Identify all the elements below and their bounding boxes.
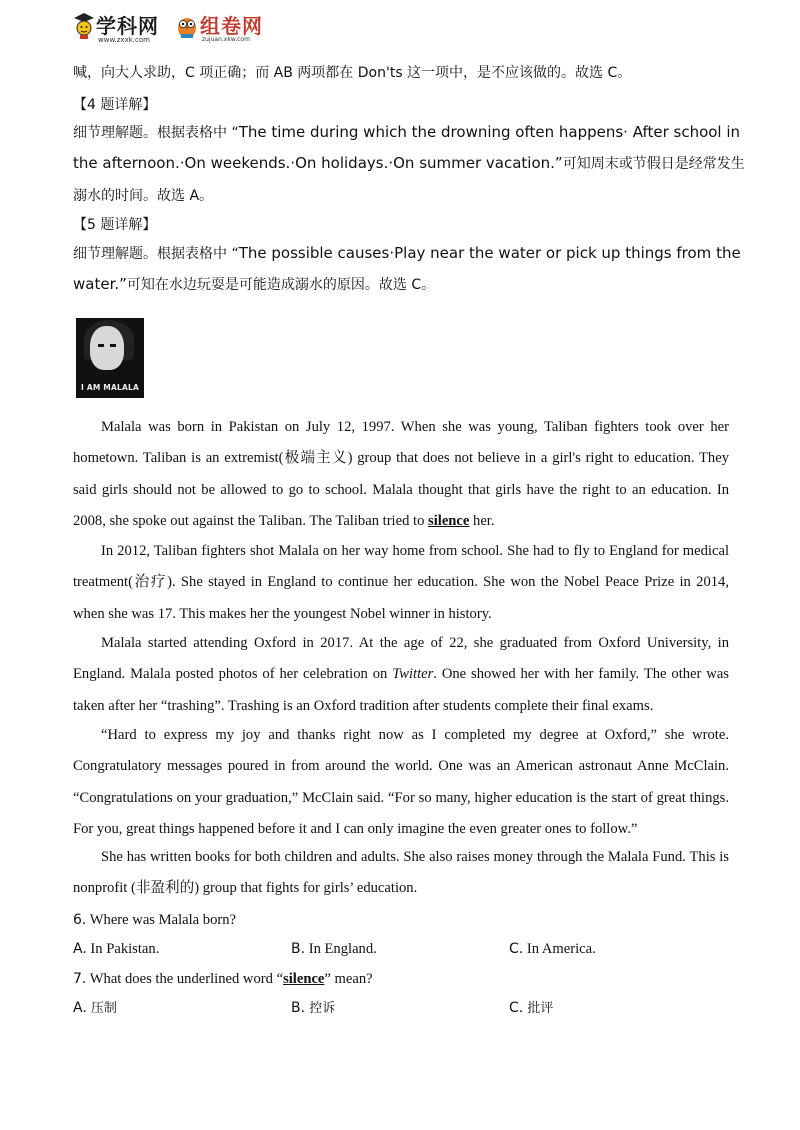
question-6-option-b[interactable]: B. In England. <box>291 941 377 957</box>
q4-quote-text: The time during which the drowning often happens· After school in <box>238 123 741 141</box>
q5-detail-title: 【5 题详解】 <box>73 217 157 233</box>
question-7-number: 7. <box>73 971 87 987</box>
p1-text-a: Malala was born in Pakistan on July 12, 1997. When she was young, Taliban fighters took over her hometown. Taliban is an extremist(极端主义) group that does not believe in a girl's right to education. They said girls should not be allowed to go to school. Malala thought that girls have the right to an education. In 2008, she spoke out against the Taliban. The Taliban tried to <box>73 419 729 529</box>
question-7-stem <box>73 968 373 988</box>
question-6-number: 6. <box>73 912 87 928</box>
logo1-url: www.zxxk.com <box>98 36 150 44</box>
photo-face <box>90 326 124 370</box>
q4-cn-text: 细节理解题。根据表格中 “ <box>73 125 239 141</box>
question-6-stem <box>73 909 236 929</box>
question-7-text-b: ” mean? <box>324 971 373 987</box>
question-7-option-a[interactable]: A. 压制 <box>73 1000 117 1016</box>
question-7-option-c[interactable]: C. 批评 <box>509 1000 554 1016</box>
p3-twitter: Twitter <box>392 666 434 683</box>
q5-explanation-line2 <box>73 274 435 294</box>
q4-explanation-line3: 溺水的时间。故选 A。 <box>73 188 214 204</box>
q4-explanation-line2 <box>73 153 745 173</box>
zxxk-logo[interactable] <box>72 10 172 46</box>
q5-cn-text: 细节理解题。根据表格中 “ <box>73 246 239 262</box>
passage-paragraph-3 <box>73 628 729 722</box>
explanation-q3-end: 喊，向大人求助，C 项正确；而 AB 两项都在 Don'ts 这一项中，是不应该做的。故选 C。 <box>73 65 632 81</box>
passage-paragraph-1 <box>73 412 729 537</box>
q4-cn-text-2: 可知周末或节假日是经常发生 <box>562 156 745 172</box>
logo2-url: zujuan.xkw.com <box>202 36 250 43</box>
owl-mascot-icon <box>176 12 198 40</box>
p5-text: She has written books for both children and adults. She also raises money through the Malala Fund. This is nonprofit (非盈利的) group that fights for girls’ education. <box>73 849 729 897</box>
p2-text: In 2012, Taliban fighters shot Malala on her way home from school. She had to fly to England for medical treatment(治疗). She stayed in England to continue her education. She won the Nobel Peace Prize in 2014, when she was 17. This makes her the youngest Nobel winner in history. <box>73 543 729 622</box>
q5-quote-text-2: water.” <box>73 275 127 293</box>
q4-detail-title: 【4 题详解】 <box>73 97 157 113</box>
photo-eye-left <box>98 344 104 347</box>
q5-quote-text: The possible causes·Play near the water or pick up things from the <box>238 244 741 262</box>
q5-cn-text-2: 可知在水边玩耍是可能造成溺水的原因。故选 C。 <box>126 277 436 293</box>
p1-text-b: her. <box>469 512 495 529</box>
question-7-text-a: What does the underlined word “ <box>86 971 284 987</box>
p4-text: “Hard to express my joy and thanks right now as I completed my degree at Oxford,” she wrote. Congratulatory messages poured in from around the world. One was an American astronaut Anne McClain. “Congratulations on your graduation,” McClain said. “For so many, higher education is the start of great things. For you, great things happened before it and I can only imagine the even greater ones to follow.” <box>73 727 729 837</box>
logo2-name: 组卷网 <box>200 14 263 38</box>
q5-explanation-line1 <box>73 243 741 263</box>
passage-paragraph-5 <box>73 842 729 905</box>
p3-text-b: . One showed her with her family. The other was taken after her “trashing”. Trashing is an Oxford tradition after students complete their final exams. <box>73 666 729 714</box>
question-6-option-a[interactable]: A. In Pakistan. <box>73 941 160 957</box>
header-logos <box>72 10 282 46</box>
q4-quote-text-2: the afternoon.·On weekends.·On holidays.·On summer vacation.” <box>73 154 563 172</box>
passage-paragraph-2 <box>73 536 729 630</box>
p3-text-a: Malala started attending Oxford in 2017. At the age of 22, she graduated from Oxford University, in England. Malala posted photos of her celebration on <box>73 635 729 683</box>
question-7-underlined-word: silence <box>283 971 325 987</box>
question-6-text: Where was Malala born? <box>86 912 237 928</box>
underlined-word-silence: silence <box>428 512 470 529</box>
passage-paragraph-4 <box>73 720 729 845</box>
q4-explanation-line1 <box>73 122 740 142</box>
zujuan-logo[interactable] <box>176 10 276 46</box>
question-6-option-c[interactable]: C. In America. <box>509 941 596 957</box>
question-7-option-b[interactable]: B. 控诉 <box>291 1000 336 1016</box>
logo1-name: 学科网 <box>96 14 159 38</box>
mascot-icon <box>72 12 96 40</box>
photo-eye-right <box>110 344 116 347</box>
photo-caption: I AM MALALA <box>81 383 139 392</box>
malala-photo <box>76 318 144 398</box>
